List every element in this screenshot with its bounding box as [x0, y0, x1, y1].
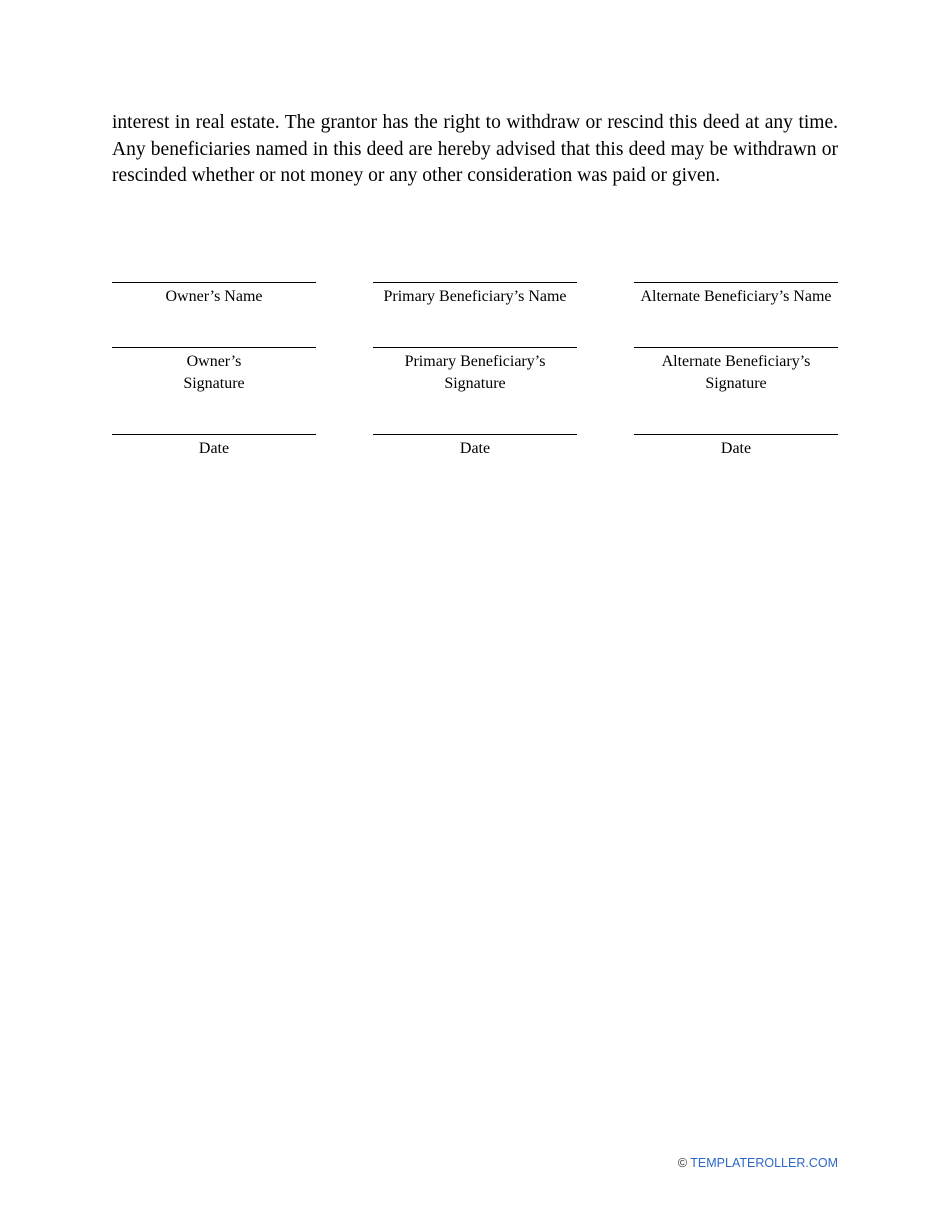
owner-signature-line	[112, 347, 316, 348]
primary-beneficiary-signature-line	[373, 347, 577, 348]
primary-beneficiary-signature-label-line1: Primary Beneficiary’s	[404, 353, 546, 370]
primary-beneficiary-date-line	[373, 434, 577, 435]
alternate-beneficiary-date-block	[634, 418, 838, 460]
primary-beneficiary-name-label: Primary Beneficiary’s Name	[383, 288, 567, 305]
primary-beneficiary-signature-label-line2: Signature	[444, 375, 506, 392]
owner-name-block	[112, 266, 316, 308]
primary-beneficiary-signature-block	[373, 331, 577, 395]
owner-signature-label-line1: Owner’s	[186, 353, 242, 370]
primary-beneficiary-signature-label	[405, 351, 546, 395]
alternate-beneficiary-name-block	[634, 266, 838, 308]
signatures-row	[112, 331, 838, 395]
primary-beneficiary-name-block	[373, 266, 577, 308]
owner-signature-label	[183, 351, 244, 395]
primary-beneficiary-date-block	[373, 418, 577, 460]
owner-signature-block	[112, 331, 316, 395]
owner-name-line	[112, 282, 316, 283]
templateroller-link[interactable]: TEMPLATEROLLER.COM	[690, 1156, 838, 1170]
names-row	[112, 266, 838, 308]
primary-beneficiary-date-label: Date	[459, 440, 491, 457]
alternate-beneficiary-signature-label-line2: Signature	[705, 375, 767, 392]
alternate-beneficiary-name-line	[634, 282, 838, 283]
alternate-beneficiary-signature-block	[634, 331, 838, 395]
owner-signature-label-line2: Signature	[183, 375, 245, 392]
deed-paragraph: interest in real estate. The grantor has the right to withdraw or rescind this deed at any time. Any beneficiaries named in this deed are hereby advised that this deed may be withdrawn or rescinded whether or not money or any other consideration was paid or given.	[112, 112, 838, 186]
owner-date-line	[112, 434, 316, 435]
primary-beneficiary-name-line	[373, 282, 577, 283]
dates-row	[112, 418, 838, 460]
alternate-beneficiary-signature-label	[662, 351, 811, 395]
alternate-beneficiary-date-label: Date	[720, 440, 752, 457]
copyright-symbol: ©	[677, 1156, 688, 1170]
alternate-beneficiary-date-line	[634, 434, 838, 435]
owner-date-label: Date	[198, 440, 230, 457]
owner-date-block	[112, 418, 316, 460]
alternate-beneficiary-name-label: Alternate Beneficiary’s Name	[640, 288, 832, 305]
footer-credit	[678, 1155, 838, 1171]
owner-name-label: Owner’s Name	[165, 288, 263, 305]
alternate-beneficiary-signature-label-line1: Alternate Beneficiary’s	[661, 353, 811, 370]
alternate-beneficiary-signature-line	[634, 347, 838, 348]
